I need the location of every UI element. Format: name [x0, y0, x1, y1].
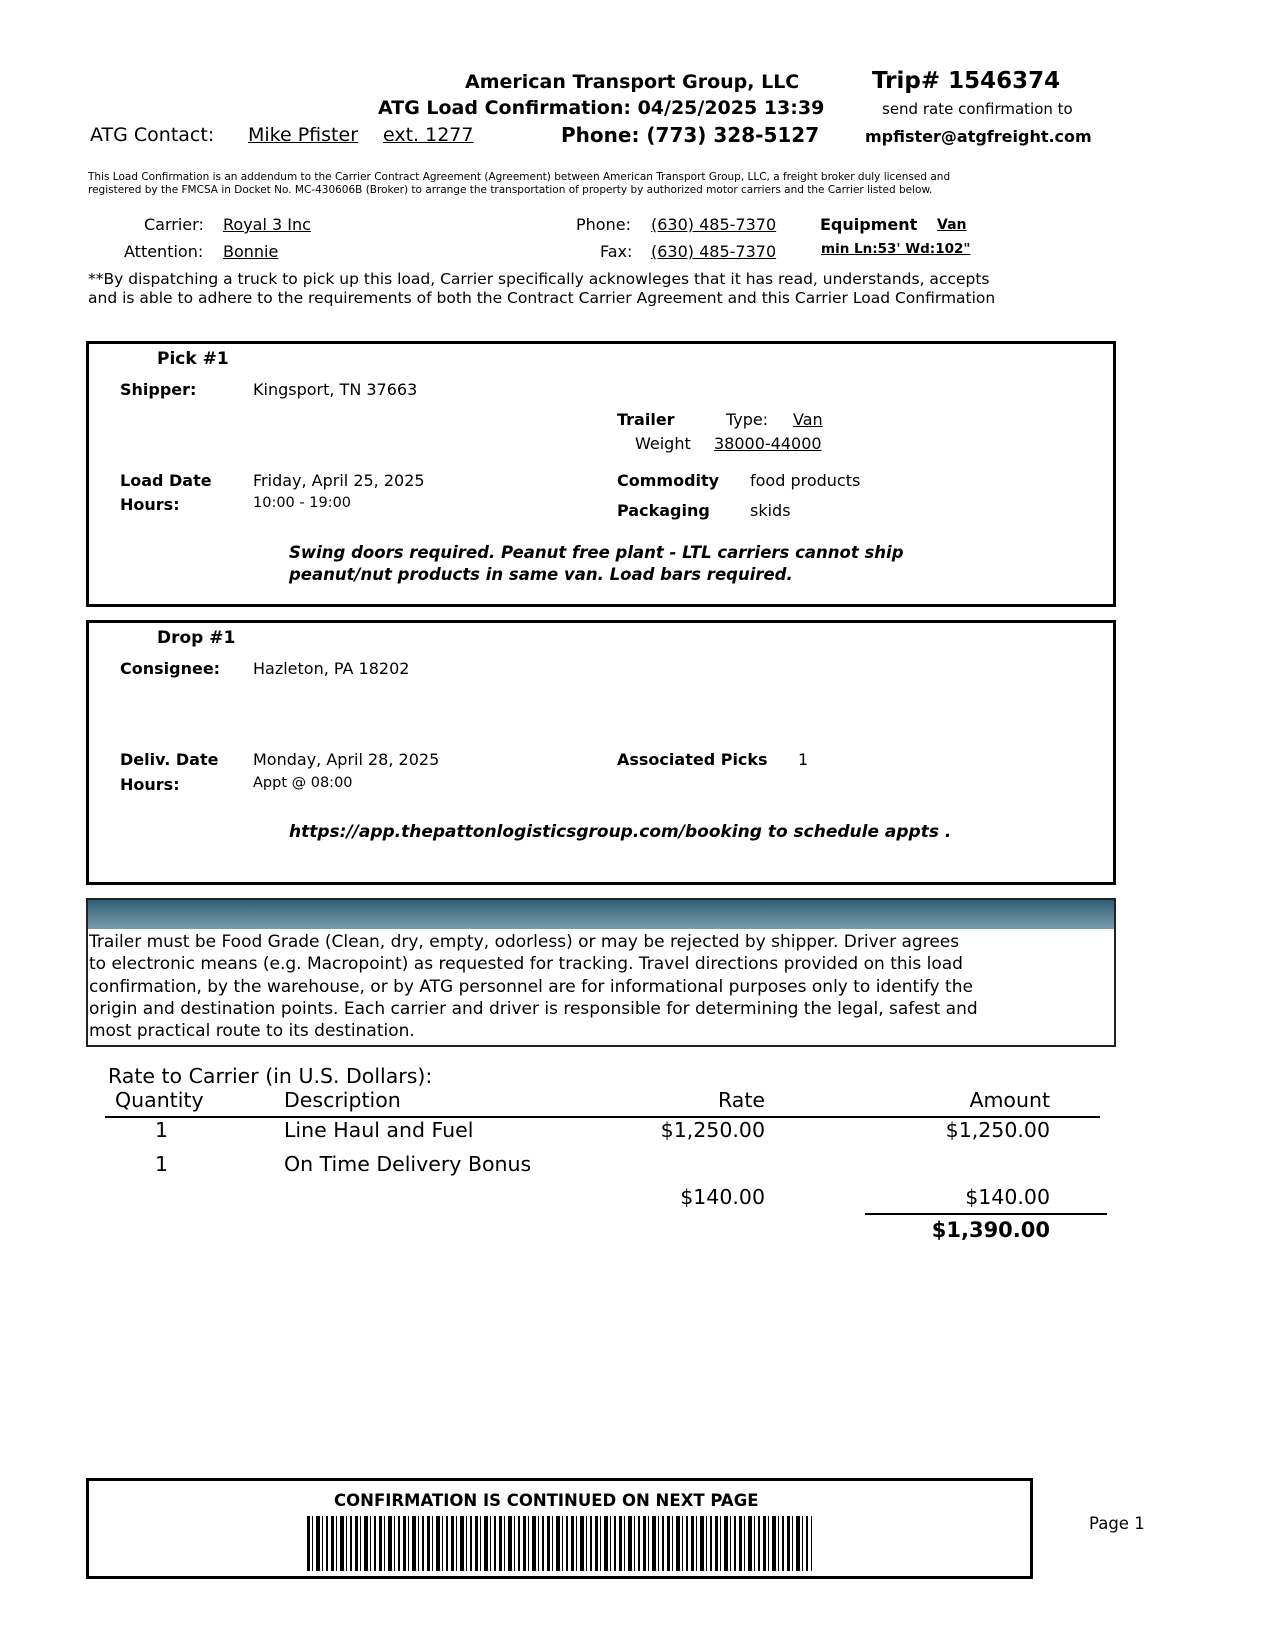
drop-hours-label: Hours: [120, 775, 180, 794]
rates-title: Rate to Carrier (in U.S. Dollars): [108, 1064, 433, 1088]
confirmation-datetime: ATG Load Confirmation: 04/25/2025 13:39 [378, 97, 825, 119]
equipment-dims: min Ln:53' Wd:102" [821, 241, 971, 257]
commodity-value: food products [750, 471, 861, 490]
dispatch-line-2: and is able to adhere to the requirements of both the Contract Carrier Agreement and this Carrier Load Confirmation [88, 289, 996, 307]
drop-hours-value: Appt @ 08:00 [253, 775, 353, 791]
rates-header-description: Description [284, 1088, 401, 1112]
drop-title: Drop #1 [157, 628, 236, 648]
commodity-label: Commodity [617, 471, 720, 490]
pick-note-line-2: peanut/nut products in same van. Load bars required. [289, 565, 793, 584]
deliv-date-label: Deliv. Date [120, 750, 219, 769]
rates-header-amount: Amount [969, 1088, 1050, 1112]
terms-header-bar [88, 900, 1114, 929]
page-number: Page 1 [1089, 1514, 1145, 1533]
carrier-phone-value: (630) 485-7370 [651, 215, 777, 234]
company-name: American Transport Group, LLC [465, 71, 800, 93]
load-date-label: Load Date [120, 471, 212, 490]
trip-number: Trip# 1546374 [872, 68, 1061, 94]
trailer-type-value: Van [793, 410, 823, 429]
carrier-label: Carrier: [144, 215, 204, 234]
deliv-date-value: Monday, April 28, 2025 [253, 750, 440, 769]
rate-row-2-qty: 1 [155, 1152, 169, 1176]
rate-row-1-qty: 1 [155, 1118, 169, 1142]
pick-hours-value: 10:00 - 19:00 [253, 495, 352, 511]
weight-label: Weight [635, 434, 691, 453]
consignee-label: Consignee: [120, 659, 221, 678]
load-date-value: Friday, April 25, 2025 [253, 471, 425, 490]
rate-row-1-rate: $1,250.00 [660, 1118, 765, 1142]
pick-title: Pick #1 [157, 349, 229, 369]
contact-phone: Phone: (773) 328-5127 [561, 123, 820, 147]
contact-name[interactable]: Mike Pfister [248, 124, 359, 146]
carrier-value: Royal 3 Inc [223, 215, 311, 234]
attention-label: Attention: [124, 242, 204, 261]
terms-line-2: to electronic means (e.g. Macropoint) as requested for tracking. Travel directions provided on this load [89, 954, 963, 974]
pick-note-line-1: Swing doors required. Peanut free plant - LTL carriers cannot ship [289, 543, 904, 562]
barcode [307, 1516, 812, 1571]
drop-note[interactable]: https://app.thepattonlogisticsgroup.com/booking to schedule appts . [289, 822, 952, 842]
terms-line-4: origin and destination points. Each carrier and driver is responsible for determining the legal, safest and [89, 999, 978, 1019]
rate-row-2-desc: On Time Delivery Bonus [284, 1152, 532, 1176]
consignee-value: Hazleton, PA 18202 [253, 659, 410, 678]
continued-notice: CONFIRMATION IS CONTINUED ON NEXT PAGE [334, 1491, 759, 1510]
send-rate-label: send rate confirmation to [882, 100, 1073, 118]
rate-row-2-rate: $140.00 [680, 1185, 765, 1209]
terms-line-5: most practical route to its destination. [89, 1021, 415, 1041]
associated-picks-label: Associated Picks [617, 750, 768, 769]
drop-section [86, 620, 1116, 885]
dispatch-line-1: **By dispatching a truck to pick up this load, Carrier specifically acknowleges that it has read, understands, accepts [88, 270, 990, 288]
carrier-phone-label: Phone: [576, 215, 631, 234]
trailer-label: Trailer [617, 410, 675, 429]
pick-hours-label: Hours: [120, 495, 180, 514]
rates-header-rate: Rate [717, 1088, 765, 1112]
rates-total-rule [865, 1213, 1107, 1215]
terms-line-1: Trailer must be Food Grade (Clean, dry, empty, odorless) or may be rejected by shipper. Driver agrees [89, 932, 960, 952]
trailer-type-label: Type: [726, 410, 769, 429]
shipper-label: Shipper: [120, 380, 197, 399]
rate-row-1-desc: Line Haul and Fuel [284, 1118, 474, 1142]
contact-ext: ext. 1277 [383, 124, 474, 146]
equipment-label: Equipment [820, 215, 918, 234]
contact-label: ATG Contact: [90, 124, 215, 146]
disclaimer-line-1: This Load Confirmation is an addendum to the Carrier Contract Agreement (Agreement) between American Transport Group, LLC, a freight broker duly licensed and [88, 171, 951, 183]
carrier-fax-value: (630) 485-7370 [651, 242, 777, 261]
associated-picks-value: 1 [798, 750, 809, 769]
disclaimer-line-2: registered by the FMCSA in Docket No. MC-430606B (Broker) to arrange the transportation of property by authorized motor carriers and the Carrier listed below. [88, 184, 933, 196]
rates-header-quantity: Quantity [115, 1088, 204, 1112]
rates-total: $1,390.00 [931, 1218, 1050, 1242]
packaging-value: skids [750, 501, 791, 520]
carrier-fax-label: Fax: [600, 242, 633, 261]
rate-row-1-amount: $1,250.00 [945, 1118, 1050, 1142]
rate-row-2-amount: $140.00 [965, 1185, 1050, 1209]
contact-email[interactable]: mpfister@atgfreight.com [865, 127, 1092, 146]
packaging-label: Packaging [617, 501, 710, 520]
weight-value: 38000-44000 [714, 434, 822, 453]
shipper-value: Kingsport, TN 37663 [253, 380, 418, 399]
attention-value: Bonnie [223, 242, 279, 261]
terms-line-3: confirmation, by the warehouse, or by ATG personnel are for informational purposes only to identify the [89, 977, 973, 997]
equipment-value: Van [937, 217, 967, 233]
